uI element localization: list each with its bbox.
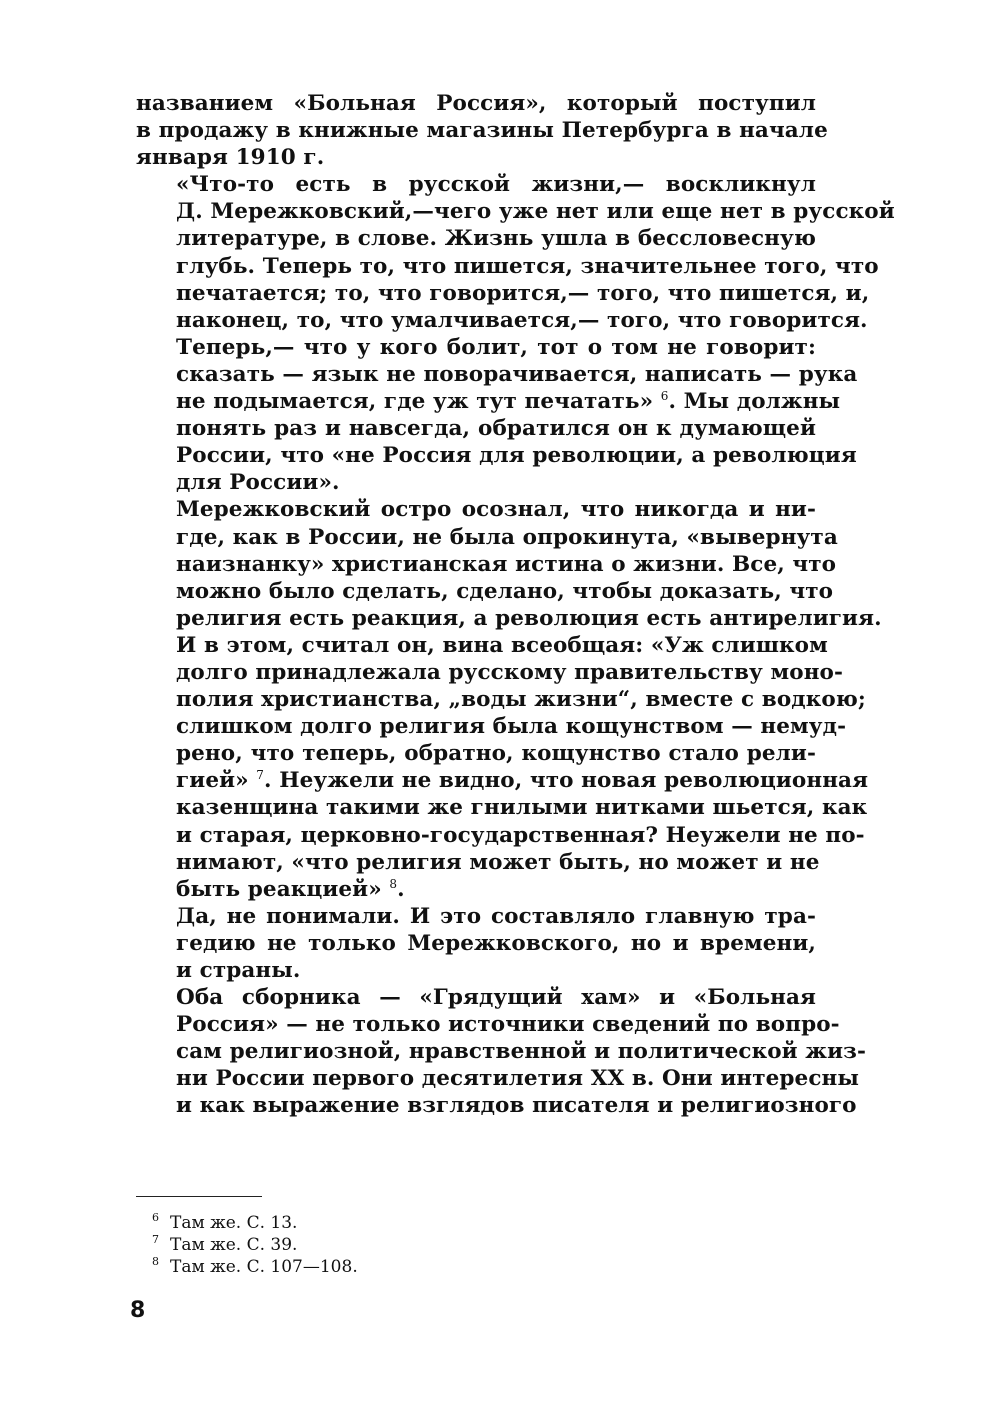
text-line: сказать — язык не поворачивается, написать — рука <box>176 361 858 387</box>
paragraph-4 <box>136 903 816 984</box>
footnote-ref[interactable]: 8 <box>389 876 398 891</box>
page-number: 8 <box>130 1298 146 1323</box>
text-line: ни России первого десятилетия XX в. Они интересны <box>176 1066 860 1092</box>
text-line: литературе, в слове. Жизнь ушла в бессловесную <box>176 226 816 252</box>
footnote-text: Там же. С. 39. <box>170 1235 298 1255</box>
text-line: января 1910 г. <box>136 145 325 171</box>
paragraph-2 <box>136 171 895 496</box>
text-line: Теперь,— что у кого болит, тот о том не говорит: <box>176 334 816 360</box>
text-line: Да, не понимали. И это составляло главную тра- <box>176 903 816 929</box>
footnote-text: Там же. С. 107—108. <box>170 1257 358 1277</box>
text-line: слишком долго религия была кощунством — немуд- <box>176 714 847 740</box>
text-line: печатается; то, что говорится,— того, что пишется, и, <box>176 280 870 306</box>
text-line: в продажу в книжные магазины Петербурга в начале <box>136 118 828 144</box>
main-text <box>136 90 895 1120</box>
line-text: быть реакцией» <box>176 876 382 902</box>
text-line: рено, что теперь, обратно, кощунство стало рели- <box>176 741 816 767</box>
text-line: религия есть реакция, а революция есть антирелигия. <box>176 605 882 631</box>
text-line: где, как в России, не была опрокинута, «вывернута <box>176 524 838 550</box>
footnote-ref[interactable]: 6 <box>660 389 669 404</box>
line-text: . <box>397 876 405 902</box>
line-text: гией» <box>176 768 249 794</box>
footnotes <box>136 1212 536 1278</box>
line-text: . Мы должны <box>668 389 841 415</box>
text-line: понять раз и навсегда, обратился он к думающей <box>176 416 816 442</box>
line-text: . Неужели не видно, что новая революционная <box>264 768 869 794</box>
text-line: России, что «не Россия для революции, а революция <box>176 443 857 469</box>
text-line: и страны. <box>176 958 301 983</box>
footnote-ref[interactable]: 7 <box>256 768 265 783</box>
text-line: и как выражение взглядов писателя и религиозного <box>176 1093 857 1119</box>
footnote-text: Там же. С. 13. <box>170 1213 298 1233</box>
text-line <box>136 876 816 903</box>
text-line: нимают, «что религия может быть, но может и не <box>176 849 820 875</box>
text-line: Д. Мережковский,—чего уже нет или еще нет в русской <box>176 199 895 225</box>
text-line: «Что-то есть в русской жизни,— воскликнул <box>176 172 816 198</box>
text-line: и старая, церковно-государственная? Неужели не по- <box>176 822 865 848</box>
text-line <box>136 388 841 415</box>
footnote-item <box>136 1256 536 1278</box>
text-line: Мережковский остро осознал, что никогда и ни- <box>176 497 816 523</box>
text-line: гедию не только Мережковского, но и времени, <box>176 930 816 956</box>
text-line <box>136 767 869 794</box>
footnote-mark: 8 <box>152 1255 159 1268</box>
text-line: казенщина такими же гнилыми нитками шьется, как <box>176 795 868 821</box>
text-line: наконец, то, что умалчивается,— того, что говорится. <box>176 307 868 333</box>
text-line: сам религиозной, нравственной и политической жиз- <box>176 1039 866 1065</box>
text-line: долго принадлежала русскому правительству моно- <box>176 659 844 685</box>
paragraph-3 <box>136 496 882 902</box>
text-line: полия христианства, „воды жизни“, вместе с водкою; <box>176 687 866 713</box>
text-line: для России». <box>176 470 340 496</box>
footnote-item <box>136 1212 536 1234</box>
text-line: названием «Больная Россия», который поступил <box>136 91 816 116</box>
text-line: Оба сборника — «Грядущий хам» и «Больная <box>176 985 816 1011</box>
paragraph-1 <box>136 90 828 171</box>
text-line: можно было сделать, сделано, чтобы доказать, что <box>176 578 834 604</box>
paragraph-5 <box>136 984 866 1119</box>
text-line: Россия» — не только источники сведений по вопро- <box>176 1012 840 1038</box>
text-line: И в этом, считал он, вина всеобщая: «Уж слишком <box>176 632 828 658</box>
footnote-mark: 7 <box>152 1233 159 1246</box>
line-text: не подымается, где уж тут печатать» <box>176 389 654 415</box>
footnote-divider <box>136 1196 262 1197</box>
text-line: наизнанку» христианская истина о жизни. Все, что <box>176 551 837 577</box>
footnote-mark: 6 <box>152 1211 159 1224</box>
footnote-item <box>136 1234 536 1256</box>
text-line: глубь. Теперь то, что пишется, значительнее того, что <box>176 253 879 279</box>
